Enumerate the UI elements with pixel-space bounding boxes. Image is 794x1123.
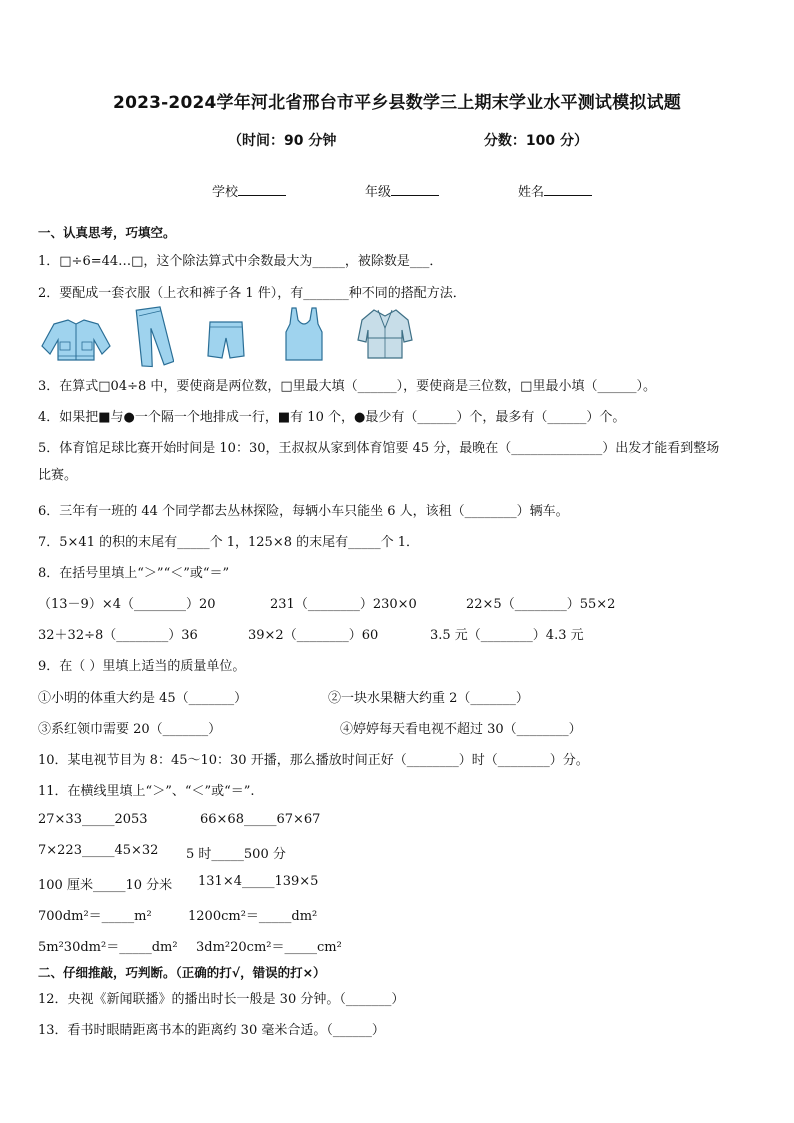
section-1-heading: 一、认真思考，巧填空。: [38, 225, 176, 240]
q9-item: ②一块水果糖大约重 2（_______）: [328, 691, 529, 706]
jacket-icon: [40, 318, 112, 362]
q9-item: ④婷婷每天看电视不超过 30（________）: [340, 722, 582, 737]
q11-item: 3dm²20cm²＝_____cm²: [196, 940, 342, 955]
total-score: 分数：100 分）: [483, 133, 588, 149]
grade-field[interactable]: [365, 181, 439, 200]
q11-item: 66×68_____67×67: [200, 812, 321, 827]
question-9: 9．在（ ）里填上适当的质量单位。: [38, 659, 246, 674]
shorts-icon: [206, 320, 246, 360]
question-8: 8．在括号里填上“＞”“＜”或“＝”: [38, 566, 230, 581]
page-title: 2023-2024学年河北省邢台市平乡县数学三上期末学业水平测试模拟试题: [113, 93, 681, 113]
section-2-heading: 二、仔细推敲，巧判断。（正确的打√，错误的打×）: [38, 965, 326, 980]
name-field[interactable]: [518, 181, 592, 200]
question-11: 11．在横线里填上“＞”、“＜”或“＝”.: [38, 784, 255, 799]
name-blank[interactable]: [544, 183, 592, 196]
q9-item: ③系红领巾需要 20（_______）: [38, 722, 222, 737]
q11-item: 100 厘米_____10 分米: [38, 878, 173, 893]
question-5-line-1: 5．体育馆足球比赛开始时间是 10：30，王叔叔从家到体育馆要 45 分，最晚在（______________）出发才能看到整场: [38, 441, 720, 456]
q11-item: 7×223_____45×32: [38, 843, 159, 858]
exam-meta: [228, 130, 588, 150]
q8-item: 231（________）230×0: [270, 597, 417, 612]
q8-item: 32＋32÷8（________）36: [38, 628, 198, 643]
trousers-icon: [134, 306, 174, 368]
q11-item: 1200cm²＝_____dm²: [188, 909, 318, 924]
clothing-pictures: [38, 306, 438, 368]
school-blank[interactable]: [238, 183, 286, 196]
q8-item: 3.5 元（________）4.3 元: [430, 628, 584, 643]
name-label: 姓名: [517, 185, 544, 200]
question-6: 6．三年有一班的 44 个同学都去丛林探险，每辆小车只能坐 6 人，该租（________）辆车。: [38, 504, 569, 519]
q11-item: 5m²30dm²＝_____dm²: [38, 940, 178, 955]
grade-blank[interactable]: [391, 183, 439, 196]
question-1: 1．□÷6=44…□，这个除法算式中余数最大为_____，被除数是___．: [38, 254, 443, 269]
time-limit: （时间：90 分钟: [228, 133, 337, 149]
question-4: 4．如果把■与●一个隔一个地排成一行，■有 10 个，●最少有（______）个，最多有（______）个。: [38, 410, 626, 425]
school-label: 学校: [212, 185, 239, 200]
question-13: 13．看书时眼睛距离书本的距离约 30 毫米合适。（______）: [38, 1023, 385, 1038]
question-10: 10．某电视节目为 8：45～10：30 开播，那么播放时间正好（________）时（________）分。: [38, 753, 589, 768]
question-7: 7．5×41 的积的末尾有_____个 1，125×8 的末尾有_____个 1．: [38, 535, 420, 550]
question-2: 2．要配成一套衣服（上衣和裤子各 1 件），有_______种不同的搭配方法．: [38, 286, 466, 301]
q9-item: ①小明的体重大约是 45（_______）: [38, 691, 248, 706]
student-info: [212, 181, 592, 200]
q8-item: 22×5（________）55×2: [466, 597, 616, 612]
coat-icon: [356, 306, 414, 362]
question-12: 12．央视《新闻联播》的播出时长一般是 30 分钟。（_______）: [38, 992, 405, 1007]
vest-icon: [284, 306, 324, 362]
q11-item: 27×33_____2053: [38, 812, 148, 827]
q8-item: 39×2（________）60: [248, 628, 379, 643]
q11-item: 131×4_____139×5: [198, 874, 319, 889]
school-field[interactable]: [212, 181, 286, 200]
q11-item: 700dm²＝_____m²: [38, 909, 152, 924]
question-3: 3．在算式□04÷8 中，要使商是两位数，□里最大填（______），要使商是三位数，□里最小填（______）。: [38, 379, 656, 394]
grade-label: 年级: [364, 185, 391, 200]
question-5-line-2: 比赛。: [38, 468, 78, 483]
q11-item: 5 时_____500 分: [186, 847, 286, 862]
q8-item: （13－9）×4（________）20: [38, 597, 216, 612]
